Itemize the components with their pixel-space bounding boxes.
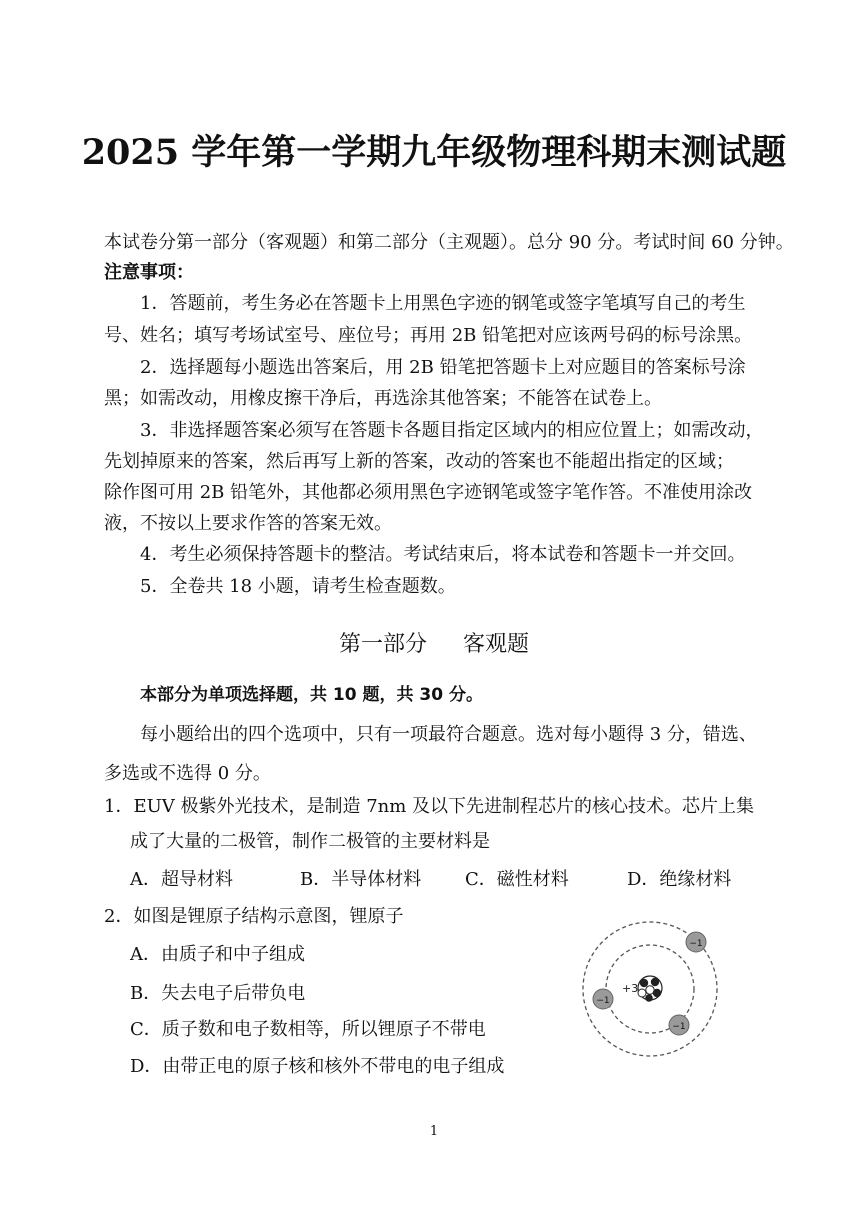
page-number: 1 [429,1124,439,1139]
notice-heading: 注意事项： [104,262,194,283]
intro-text: 本试卷分第一部分（客观题）和第二部分（主观题）。总分 90 分。考试时间 60 分钟。 [104,232,794,253]
electron-label: −1 [672,1022,686,1032]
page-title: 2025 学年第一学期九年级物理科期末测试题 [81,132,787,173]
option-c: C．磁性材料 [465,869,569,890]
electron-left [593,989,613,1009]
note-line: 黑；如需改动，用橡皮擦干净后，再选涂其他答案；不能答在试卷上。 [104,388,662,409]
section-heading [0,631,868,659]
section-intro: 本部分为单项选择题，共 10 题，共 30 分。 [140,685,483,705]
note-line: 4．考生必须保持答题卡的整洁。考试结束后，将本试卷和答题卡一并交回。 [140,544,746,565]
nucleus-charge-label: +3 [622,982,639,995]
option-d: D．由带正电的原子核和核外不带电的电子组成 [130,1056,505,1077]
note-line: 除作图可用 2B 铅笔外，其他都必须用黑色字迹钢笔或签字笔作答。不准使用涂改 [104,482,753,503]
option-a: A．由质子和中子组成 [130,944,305,965]
electron-top [686,932,706,952]
option-b: B．失去电子后带负电 [130,983,306,1004]
electron-label: −1 [596,996,610,1006]
note-line: 号、姓名；填写考场试室号、座位号；再用 2B 铅笔把对应该两号码的标号涂黑。 [104,325,753,346]
note-line: 2．选择题每小题选出答案后，用 2B 铅笔把答题卡上对应题目的答案标号涂 [140,357,746,378]
note-line: 3．非选择题答案必须写在答题卡各题目指定区域内的相应位置上；如需改动， [140,420,764,441]
electron-label: −1 [689,939,703,949]
question-stem: 成了大量的二极管，制作二极管的主要材料是 [130,831,490,852]
scoring-line: 每小题给出的四个选项中，只有一项最符合题意。选对每小题得 3 分，错选、 [140,724,757,745]
atomic-nucleus [638,976,662,1002]
section-part: 第一部分 [338,632,427,657]
electron-right [669,1015,689,1035]
note-line: 液，不按以上要求作答的答案无效。 [104,513,392,534]
section-name: 客观题 [463,632,530,657]
option-c: C．质子数和电子数相等，所以锂原子不带电 [130,1019,486,1040]
lithium-atom-diagram [578,918,728,1068]
note-line: 1．答题前，考生务必在答题卡上用黑色字迹的钢笔或签字笔填写自己的考生 [140,293,746,314]
option-b: B．半导体材料 [300,869,422,890]
question-stem: 1．EUV 极紫外光技术，是制造 7nm 及以下先进制程芯片的核心技术。芯片上集 [104,796,755,817]
note-line: 5．全卷共 18 小题，请考生检查题数。 [140,576,456,597]
scoring-line: 多选或不选得 0 分。 [104,763,271,784]
question-stem: 2．如图是锂原子结构示意图，锂原子 [104,906,404,927]
option-a: A．超导材料 [130,869,233,890]
note-line: 先划掉原来的答案，然后再写上新的答案，改动的答案也不能超出指定的区域； [104,451,734,472]
option-d: D．绝缘材料 [627,869,732,890]
